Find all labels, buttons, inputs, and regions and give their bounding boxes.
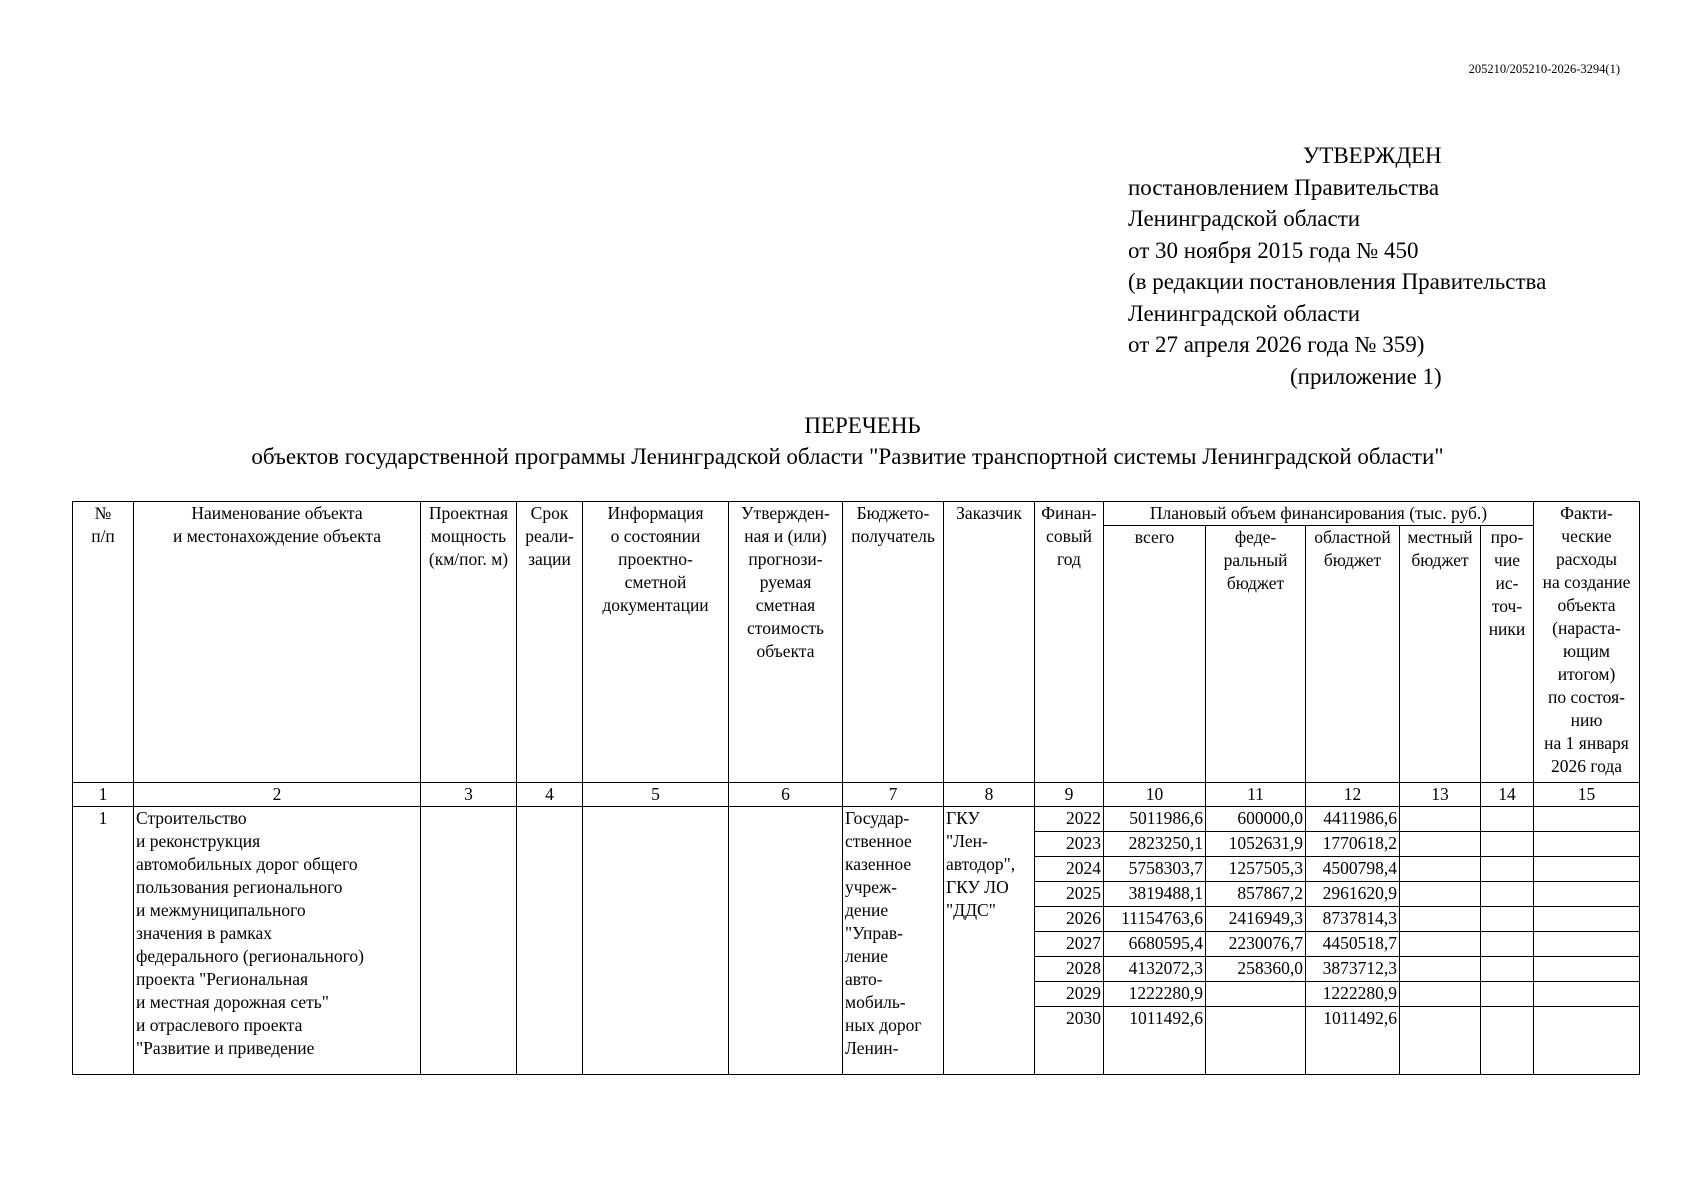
column-number: 1 [73,783,134,807]
local-cell [1400,882,1481,907]
year-cell: 2028 [1035,957,1104,982]
column-number: 15 [1534,783,1640,807]
actual-cell [1534,832,1640,857]
header-regional: областной бюджет [1306,526,1400,783]
header-capacity: Проектная мощность (км/пог. м) [421,502,517,783]
title-subheading: объектов государственной программы Ленинградской области "Развитие транспортной системы Ленинградской области" [251,444,1444,469]
budget-recipient: Государ- ственное казенное учреж- дение "Управ- ление авто- мобиль- ных дорог Ленин- [843,807,944,1075]
document-number: 205210/205210-2026-3294(1) [1468,62,1620,76]
total-cell: 1011492,6 [1104,1007,1206,1075]
local-cell [1400,1007,1481,1075]
approval-line: от 27 апреля 2026 года № 359) [1128,332,1425,357]
appendix-label: (приложение 1) [1290,363,1442,389]
approval-line: постановлением Правительства [1128,174,1440,200]
total-cell: 4132072,3 [1104,957,1206,982]
total-cell: 2823250,1 [1104,832,1206,857]
header-actual-expenses: Факти- ческие расходы на создание объекта (нараста- ющим итогом) по состоя- нию на 1 января 2026 года [1534,502,1640,783]
header-planned-funding: Плановый объем финансирования (тыс. руб.) [1104,502,1534,526]
column-number: 7 [843,783,944,807]
other-cell [1481,957,1534,982]
approval-line: от 30 ноября 2015 года № 450 [1128,237,1419,263]
year-cell: 2025 [1035,882,1104,907]
column-numbers-row [73,783,1640,807]
other-cell [1481,882,1534,907]
federal-cell: 2416949,3 [1206,907,1306,932]
regional-cell: 4500798,4 [1306,857,1400,882]
total-cell: 3819488,1 [1104,882,1206,907]
total-cell: 11154763,6 [1104,907,1206,932]
header-period: Срок реали- зации [517,502,583,783]
header-name: Наименование объекта и местонахождение объекта [134,502,421,783]
federal-cell: 600000,0 [1206,807,1306,832]
document-title [0,410,1695,472]
total-cell: 5011986,6 [1104,807,1206,832]
column-number: 2 [134,783,421,807]
federal-cell: 258360,0 [1206,957,1306,982]
other-cell [1481,857,1534,882]
object-name: Строительство и реконструкция автомобильных дорог общего пользования регионального и межмуниципального значения в рамках федерального (регионального) проекта "Региональная и местная дорожная сеть" и отраслевого проекта "Развитие и приведение [134,807,421,1075]
regional-cell: 8737814,3 [1306,907,1400,932]
design-info-cell [583,807,729,1075]
column-number: 8 [944,783,1035,807]
period-cell [517,807,583,1075]
other-cell [1481,832,1534,857]
approval-line: Ленинградской области [1128,300,1361,326]
year-cell: 2026 [1035,907,1104,932]
column-number: 5 [583,783,729,807]
header-no: № п/п [73,502,134,783]
objects-table [72,501,1640,1075]
column-number: 3 [421,783,517,807]
approval-stamp [1128,140,1608,392]
customer: ГКУ "Лен- автодор", ГКУ ЛО "ДДС" [944,807,1035,1075]
column-number: 12 [1306,783,1400,807]
regional-cell: 4450518,7 [1306,932,1400,957]
column-number: 10 [1104,783,1206,807]
column-number: 11 [1206,783,1306,807]
column-number: 9 [1035,783,1104,807]
actual-cell [1534,1007,1640,1075]
local-cell [1400,832,1481,857]
column-number: 14 [1481,783,1534,807]
regional-cell: 1011492,6 [1306,1007,1400,1075]
federal-cell [1206,1007,1306,1075]
header-cost: Утвержден- ная и (или) прогнози- руемая сметная стоимость объекта [729,502,843,783]
year-cell: 2030 [1035,1007,1104,1075]
local-cell [1400,807,1481,832]
approval-line: Ленинградской области [1128,206,1361,231]
federal-cell: 1257505,3 [1206,857,1306,882]
capacity-cell [421,807,517,1075]
actual-cell [1534,907,1640,932]
table-row [73,807,1640,832]
year-cell: 2023 [1035,832,1104,857]
year-cell: 2029 [1035,982,1104,1007]
total-cell: 1222280,9 [1104,982,1206,1007]
approval-line: (в редакции постановления Правительства [1128,269,1547,294]
year-cell: 2022 [1035,807,1104,832]
federal-cell: 1052631,9 [1206,832,1306,857]
header-recipient: Бюджето- получатель [843,502,944,783]
local-cell [1400,857,1481,882]
column-number: 6 [729,783,843,807]
local-cell [1400,982,1481,1007]
total-cell: 6680595,4 [1104,932,1206,957]
federal-cell [1206,982,1306,1007]
header-other: про- чие ис- точ- ники [1481,526,1534,783]
other-cell [1481,907,1534,932]
year-cell: 2027 [1035,932,1104,957]
header-federal: феде- ральный бюджет [1206,526,1306,783]
column-number: 4 [517,783,583,807]
federal-cell: 857867,2 [1206,882,1306,907]
regional-cell: 1222280,9 [1306,982,1400,1007]
local-cell [1400,957,1481,982]
other-cell [1481,807,1534,832]
regional-cell: 2961620,9 [1306,882,1400,907]
actual-cell [1534,932,1640,957]
regional-cell: 1770618,2 [1306,832,1400,857]
local-cell [1400,907,1481,932]
actual-cell [1534,882,1640,907]
regional-cell: 3873712,3 [1306,957,1400,982]
actual-cell [1534,857,1640,882]
federal-cell: 2230076,7 [1206,932,1306,957]
header-customer: Заказчик [944,502,1035,783]
other-cell [1481,982,1534,1007]
other-cell [1481,932,1534,957]
approval-title: УТВЕРЖДЕН [1303,143,1442,168]
column-number: 13 [1400,783,1481,807]
header-total: всего [1104,526,1206,783]
cost-cell [729,807,843,1075]
actual-cell [1534,982,1640,1007]
other-cell [1481,1007,1534,1075]
total-cell: 5758303,7 [1104,857,1206,882]
header-year: Финан- совый год [1035,502,1104,783]
actual-cell [1534,807,1640,832]
row-number: 1 [73,807,134,1075]
regional-cell: 4411986,6 [1306,807,1400,832]
header-design-info: Информация о состоянии проектно- сметной документации [583,502,729,783]
title-heading: ПЕРЕЧЕНЬ [804,413,921,438]
local-cell [1400,932,1481,957]
year-cell: 2024 [1035,857,1104,882]
header-local: местный бюджет [1400,526,1481,783]
actual-cell [1534,957,1640,982]
